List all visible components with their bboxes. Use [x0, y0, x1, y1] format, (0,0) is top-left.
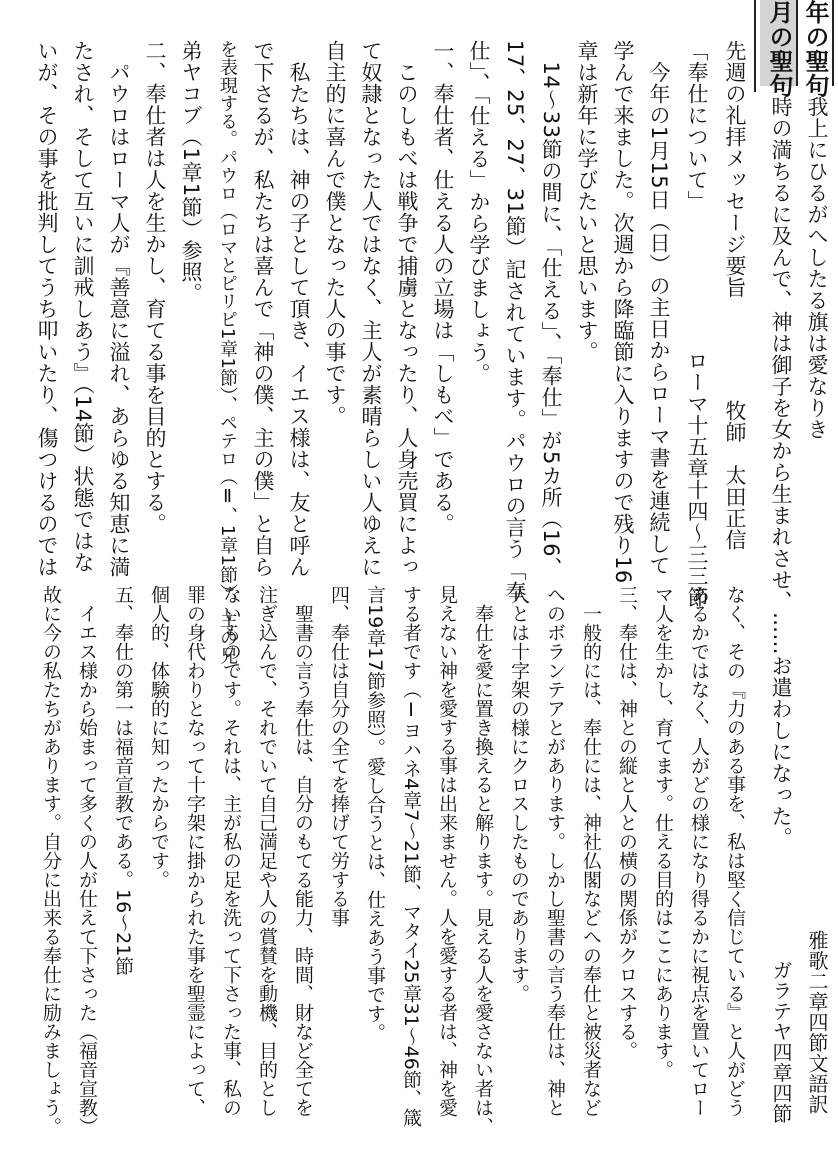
upper-column-4: 14〜33節の間に、「仕える」、「奉仕」が5カ所（16、 [539, 40, 563, 579]
lower-column-7: 人とは十字架の様にクロスしたものであります。 [508, 585, 530, 1003]
lower-column-5: 一般的には、奉仕には、神社仏閣などへの奉仕と被災者など [580, 585, 602, 1117]
lower-column-11: 言19章17節参照）。愛し合うとは、仕えあう事です。 [364, 585, 386, 1042]
upper-column-11: 私たちは、神の子として頂き、イエス様は、友と呼ん [287, 40, 311, 578]
upper-column-18: いが、その事を批判してうち叩いたり、傷つけるのでは [35, 40, 59, 578]
lower-column-6: へのボランテアとがあります。しかし聖書の言う奉仕は、神と [544, 585, 566, 1117]
upper-column-8: このしもべは戦争で捕虜となったり、人身売買によっ [395, 40, 419, 578]
sermon-scripture-ref: ローマ十五章十四〜三三節 [685, 350, 709, 608]
lower-column-17: 個人的、体験的に知ったからです。 [148, 585, 170, 889]
upper-column-1: 今年の1月15日（日）の主日からローマ書を連続して [647, 40, 671, 577]
upper-column-6: 仕」、「仕える」から学びましょう。 [467, 40, 491, 385]
month-verse-ref: ガラテヤ四章四節 [769, 960, 793, 1124]
upper-column-15: 二、奉仕者は人を生かし、育てる事を目的とする。 [143, 40, 167, 535]
lower-column-3: マ人を生かし、育てます。仕える目的はここにあります。 [652, 585, 674, 1079]
lower-column-13: 聖書の言う奉仕は、自分のもてる能力、時間、財など全てを [292, 585, 314, 1117]
lower-column-2: あるかではなく、人がどの様になり得るかに視点を置いてロー [688, 585, 710, 1117]
month-verse-text: 時の満ちるに及んで、神は御子を女から生まれさせ、……お遣わしになった。 [769, 96, 793, 849]
lower-column-1: なく、その『力のある事を、私は堅く信じている』と人がどう [724, 585, 746, 1117]
lower-column-16: 罪の身代わりとなって十字架に掛かられた事を聖霊によって、 [184, 585, 206, 1117]
upper-column-9: て奴隷となった人ではなく、主人が素晴らしい人ゆえに [359, 40, 383, 578]
upper-column-12: で下さるが、私たちは喜んで「神の僕、主の僕」と自ら [251, 40, 275, 578]
year-verse-label: 年の聖句 [796, 0, 834, 86]
header-divider [754, 0, 756, 92]
lower-column-15: ないものです。それは、主が私の足を洗って下さった事、私の [220, 585, 242, 1117]
year-verse-text: 我上にひるがへしたる旗は愛なりき [805, 96, 829, 440]
upper-column-13: を表現する。パウロ（ロマとピリピ1章1節）、ペテロ（Ⅱ、1章1節）、主の兄 [217, 40, 238, 665]
upper-column-16: パウロはローマ人が『善意に溢れ、あらゆる知恵に満 [107, 40, 131, 578]
lower-column-12: 四、奉仕は自分の全てを捧げて労する事 [328, 585, 350, 927]
lower-column-18: 五、奉仕の第一は福音宣教である。16〜21節 [112, 585, 134, 976]
sermon-heading: 先週の礼拝メッセージ要旨 [723, 40, 747, 298]
upper-column-10: 自主的に喜んで僕となった人の事です。 [323, 40, 347, 427]
upper-column-5: 17、25、27、31節）記されています。パウロの言う「奉 [503, 40, 527, 603]
upper-column-7: 一、奉仕者、仕える人の立場は「しもべ」である。 [431, 40, 455, 535]
lower-column-14: 注ぎ込んで、それでいて自己満足や人の賞賛を動機、目的とし [256, 585, 278, 1117]
upper-column-2: 学んで来ました。次週から降臨節に入りますので残り16 [611, 40, 635, 584]
lower-column-4: 三、奉仕は、神との縦と人との横の関係がクロスする。 [616, 585, 638, 1060]
lower-column-10: する者です（Ⅰヨハネ4章7〜21節、マタイ25章31〜46節、箴 [400, 585, 422, 1127]
sermon-title: 「奉仕について」 [685, 40, 709, 212]
lower-column-20: 故に今の私たちがあります。自分に出来る奉仕に励みましょう。 [40, 585, 62, 1136]
upper-column-14: 弟ヤコブ（1章1節）参照。 [179, 40, 203, 305]
lower-column-8: 奉仕を愛に置き換えると解ります。見える人を愛さない者は、 [472, 585, 494, 1136]
year-verse-ref: 雅歌二章四節文語訳 [805, 930, 829, 1115]
month-verse-label: 月の聖句 [760, 0, 798, 86]
upper-column-17: たされ、そして互いに訓戒しあう』（14節）状態ではな [71, 40, 95, 574]
upper-column-3: 章は新年に学びたいと思います。 [575, 40, 599, 363]
lower-column-19: イエス様から始まって多くの人が仕えて下さった（福音宣教） [76, 585, 98, 1136]
lower-column-9: 見えない神を愛する事は出来ません。人を愛する者は、神を愛 [436, 585, 458, 1117]
preacher-name: 牧師 太田正信 [723, 400, 747, 551]
